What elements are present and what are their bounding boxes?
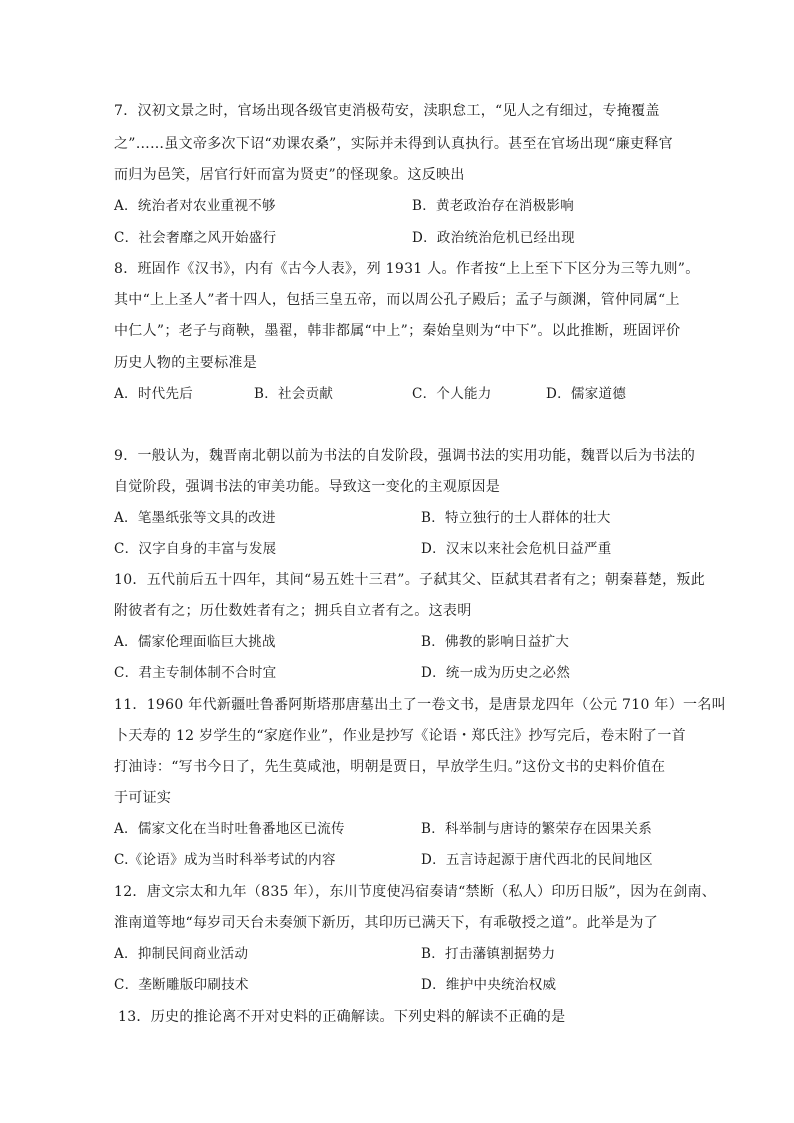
q11-option-d: D．五言诗起源于唐代西北的民间地区 [421,852,653,868]
q7-option-c: C．社会奢靡之风开始盛行 [114,230,277,246]
q7-line-1: 7．汉初文景之时，官场出现各级官吏消极苟安，渎职怠工，“见人之有细过，专掩覆盖 [114,103,660,119]
q9-option-c: C．汉字自身的丰富与发展 [114,541,277,557]
q11-line-1: 11．1960 年代新疆吐鲁番阿斯塔那唐墓出土了一卷文书，是唐景龙四年（公元 710 年）一名叫 [114,697,726,713]
q12-option-a: A．抑制民间商业活动 [114,946,249,962]
q7-option-b: B．黄老政治存在消极影响 [412,198,575,214]
q13-line-1: 13．历史的推论离不开对史料的正确解读。下列史料的解读不正确的是 [118,1009,566,1025]
q10-option-c: C．君主专制体制不合时宜 [114,665,277,681]
q8-option-c: C．个人能力 [412,386,492,402]
q12-option-c: C．垄断雕版印刷技术 [114,977,249,993]
q9-option-d: D．汉末以来社会危机日益严重 [421,541,612,557]
q7-option-d: D．政治统治危机已经出现 [412,230,575,246]
q7-option-a: A．统治者对农业重视不够 [114,198,276,214]
q8-line-1: 8．班固作《汉书》，内有《古今人表》，列 1931 人。作者按“上上至下下区分为三等九则”。 [114,261,700,277]
q8-line-3: 中仁人”；老子与商鞅，墨翟，韩非都属“中上”；秦始皇则为“中下”。以此推断，班固评价 [114,323,681,339]
q8-line-2: 其中“上上圣人”者十四人，包括三皇五帝，而以周公孔子殿后；孟子与颜渊，管仲同属“上 [114,292,680,308]
q10-line-2: 附彼者有之；历仕数姓者有之；拥兵自立者有之。这表明 [114,603,472,619]
q9-option-a: A．笔墨纸张等文具的改进 [114,510,276,526]
q8-option-a: A．时代先后 [114,386,194,402]
q8-option-d: D．儒家道德 [546,386,627,402]
q12-line-2: 淮南道等地“每岁司天台未奏颁下新历，其印历已满天下，有乖敬授之道”。此举是为了 [114,915,659,931]
q12-line-1: 12．唐文宗太和九年（835 年），东川节度使冯宿奏请“禁断（私人）印历日版”，因为在剑南、 [114,884,717,900]
q9-line-1: 9．一般认为，魏晋南北朝以前为书法的自发阶段，强调书法的实用功能，魏晋以后为书法的 [114,448,696,464]
q9-line-2: 自觉阶段，强调书法的审美功能。导致这一变化的主观原因是 [114,479,501,495]
q11-option-b: B．科举制与唐诗的繁荣存在因果关系 [421,821,653,837]
q11-line-3: 打油诗：“写书今日了，先生莫咸池，明朝是贾日，早放学生归。”这份文书的史料价值在 [114,759,666,775]
q10-line-1: 10．五代前后五十四年，其间“易五姓十三君”。子弑其父、臣弑其君者有之；朝秦暮楚，叛此 [114,572,706,588]
q9-option-b: B．特立独行的士人群体的壮大 [421,510,611,526]
q7-line-3: 而归为邑笑，居官行奸而富为贤吏”的怪现象。这反映出 [114,167,465,183]
q11-line-2: 卜天寿的 12 岁学生的“家庭作业”，作业是抄写《论语・郑氏注》抄写完后，卷末附了一首 [114,728,686,744]
q11-line-4: 于可证实 [114,790,172,806]
q8-option-b: B．社会贡献 [254,386,334,402]
q10-option-d: D．统一成为历史之必然 [421,665,571,681]
q7-line-2: 之”……虽文帝多次下诏“劝课农桑”，实际并未得到认真执行。甚至在官场出现“廉吏释官 [114,136,673,152]
q11-option-a: A．儒家文化在当时吐鲁番地区已流传 [114,821,345,837]
q10-option-b: B．佛教的影响日益扩大 [421,634,570,650]
q12-option-d: D．维护中央统治权威 [421,977,557,993]
q12-option-b: B．打击藩镇割据势力 [421,946,556,962]
q11-option-c: C.《论语》成为当时科举考试的内容 [114,852,336,868]
q10-option-a: A．儒家伦理面临巨大挑战 [114,634,276,650]
q8-line-4: 历史人物的主要标准是 [114,355,257,371]
